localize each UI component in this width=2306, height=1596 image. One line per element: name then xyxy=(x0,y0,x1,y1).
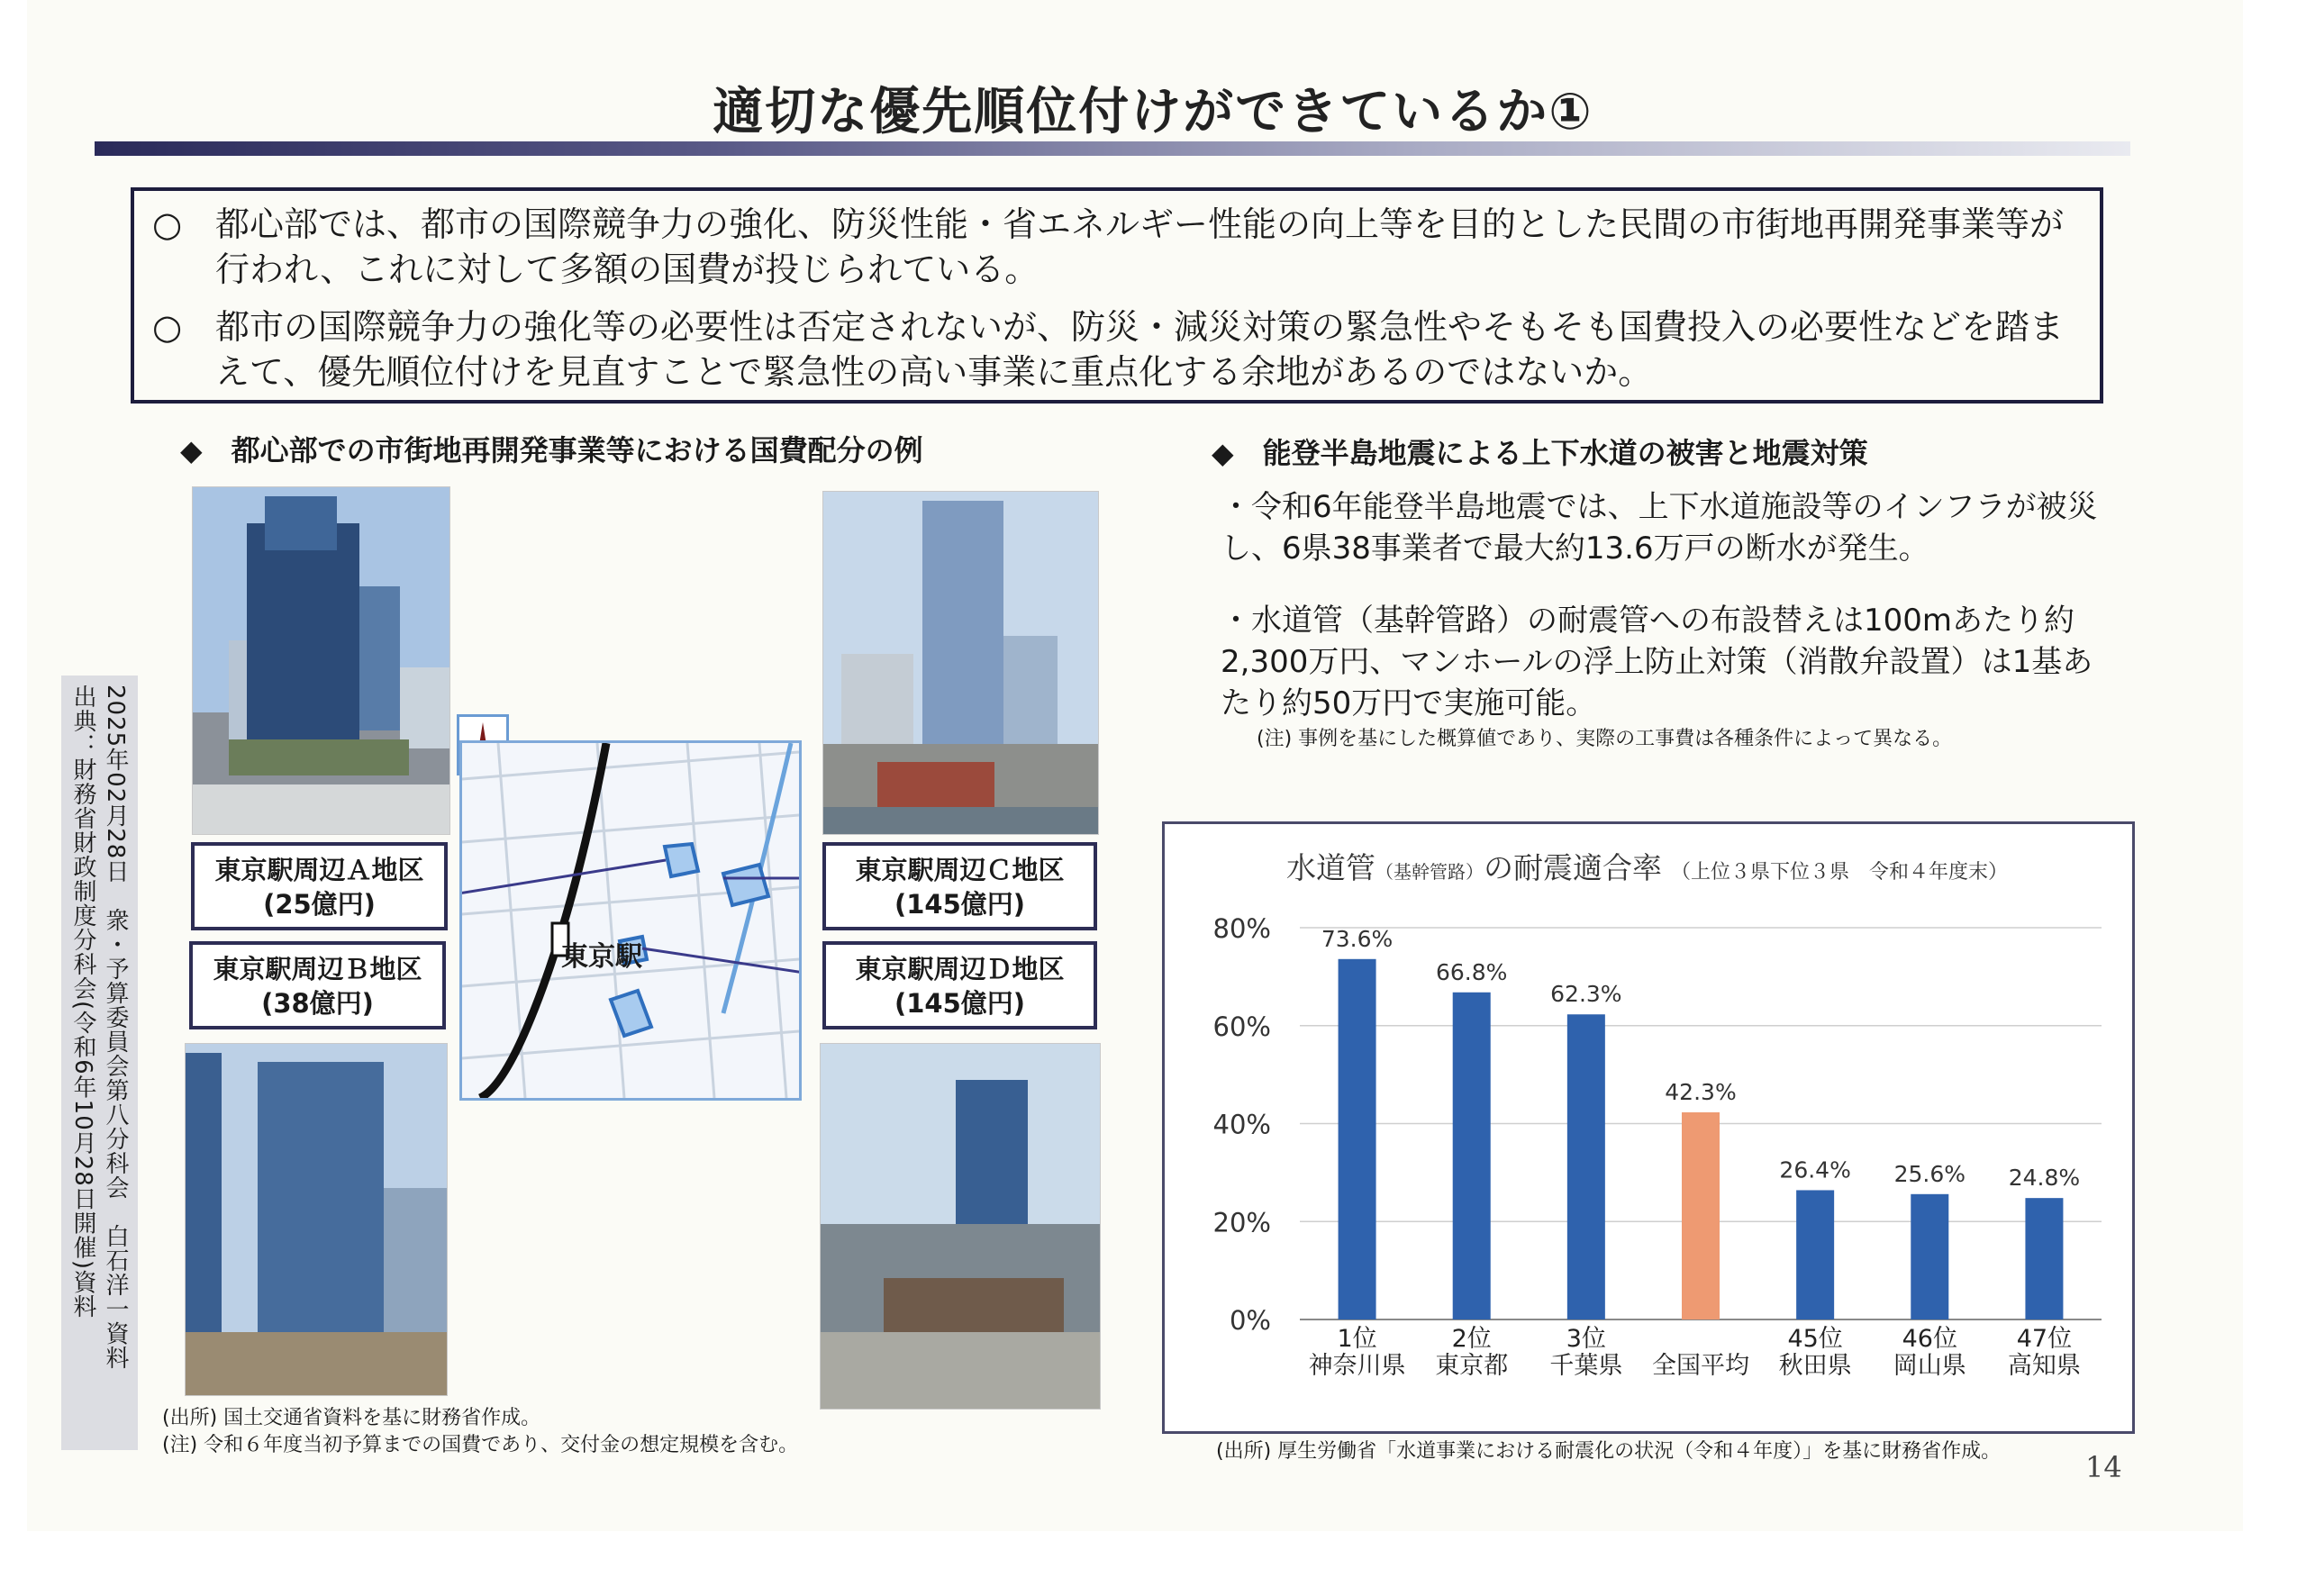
y-tick-label: 60% xyxy=(1212,1011,1271,1042)
chart-title: 水道管（基幹管路）の耐震適合率 （上位３県下位３県 令和４年度末） xyxy=(1286,850,2009,885)
summary-bullet xyxy=(152,304,2082,394)
bar xyxy=(1911,1194,1948,1319)
left-section-heading: ◆ 都心部での市街地再開発事業等における国費配分の例 xyxy=(180,433,923,467)
area-name: 東京駅周辺Ｂ地区 xyxy=(213,954,422,984)
summary-box xyxy=(131,187,2103,404)
area-name: 東京駅周辺Ｃ地区 xyxy=(855,855,1065,885)
countermeasure-cost-text: ・水道管（基幹管路）の耐震管への布設替えは100mあたり約2,300万円、マンホールの浮上防止対策（消散弁設置）は1基あたり約50万円で実施可能。 xyxy=(1221,603,2093,721)
station-label: 東京駅 xyxy=(561,941,642,973)
data-label: 24.8% xyxy=(2008,1165,2081,1192)
area-amount: (145億円) xyxy=(894,988,1026,1019)
circle-icon: ○ xyxy=(152,204,183,244)
category-label: 千葉県 xyxy=(1549,1352,1623,1380)
bar xyxy=(1567,1014,1605,1319)
area-d-label xyxy=(822,941,1097,1029)
summary-text: 都市の国際競争力の強化等の必要性は否定されないが、防災・減災対策の緊急性やそもそも国費投入の必要性などを踏まえて、優先順位付けを見直すことで緊急性の高い事業に重点化する余地があるのではないか。 xyxy=(215,307,2065,392)
y-tick-label: 20% xyxy=(1212,1207,1271,1238)
side-note-line: 2025年02月28日 衆・予算委員会第八分科会 白石洋一資料 xyxy=(102,685,129,1371)
data-label: 66.8% xyxy=(1436,958,1508,985)
right-section-heading: ◆ 能登半島地震による上下水道の被害と地震対策 xyxy=(1212,436,1868,470)
rank-label: 1位 xyxy=(1337,1325,1377,1353)
area-name: 東京駅周辺Ａ地区 xyxy=(214,855,424,885)
side-source-note xyxy=(61,676,138,1450)
category-label: 秋田県 xyxy=(1778,1352,1852,1380)
category-label: 全国平均 xyxy=(1652,1352,1749,1380)
rank-label: 3位 xyxy=(1566,1325,1606,1353)
station-area-map xyxy=(459,740,802,1101)
rank-label: 47位 xyxy=(2016,1325,2073,1353)
area-a-label xyxy=(191,842,448,930)
data-label: 73.6% xyxy=(1321,925,1394,952)
y-tick-label: 80% xyxy=(1212,913,1271,944)
category-label: 高知県 xyxy=(2007,1352,2081,1380)
estimate-note: (注) 事例を基にした概算値であり、実際の工事費は各種条件によって異なる。 xyxy=(1257,728,1953,750)
y-tick-label: 40% xyxy=(1212,1109,1271,1140)
summary-text: 都心部では、都市の国際競争力の強化、防災性能・省エネルギー性能の向上等を目的とした民間の市街地再開発事業等が行われ、これに対して多額の国費が投じられている。 xyxy=(215,204,2065,289)
data-label: 62.3% xyxy=(1550,981,1622,1008)
rank-label: 2位 xyxy=(1451,1325,1492,1353)
building-c-photo xyxy=(822,491,1099,835)
rank-label: 45位 xyxy=(1787,1325,1843,1353)
left-source: (出所) 国土交通省資料を基に財務省作成。 xyxy=(162,1407,541,1429)
data-label: 25.6% xyxy=(1893,1160,1966,1187)
page-number: 14 xyxy=(2085,1450,2122,1484)
right-source: (出所) 厚生労働省「水道事業における耐震化の状況（令和４年度）」を基に財務省作成。 xyxy=(1216,1440,2002,1463)
y-tick-label: 0% xyxy=(1229,1305,1271,1336)
area-amount: (145億円) xyxy=(894,889,1026,920)
area-amount: (25億円) xyxy=(263,889,376,920)
earthquake-damage-text: ・令和6年能登半島地震では、上下水道施設等のインフラが被災し、6県38事業者で最大約13.6万戸の断水が発生。 xyxy=(1221,489,2098,567)
building-a-photo xyxy=(192,486,450,835)
page-title: 適切な優先順位付けができているか① xyxy=(713,83,1593,141)
area-name: 東京駅周辺Ｄ地区 xyxy=(855,954,1065,984)
category-label: 東京都 xyxy=(1435,1352,1509,1380)
bar xyxy=(1682,1112,1720,1319)
area-c-label xyxy=(822,842,1097,930)
data-label: 42.3% xyxy=(1665,1078,1737,1105)
rank-label: 46位 xyxy=(1902,1325,1957,1353)
bar xyxy=(1339,959,1376,1319)
title-underline xyxy=(95,141,2130,156)
category-label: 神奈川県 xyxy=(1308,1352,1406,1380)
summary-bullet xyxy=(152,202,2082,292)
building-d-photo xyxy=(820,1043,1101,1410)
area-amount: (38億円) xyxy=(261,988,374,1019)
area-b-label xyxy=(189,941,446,1029)
bar xyxy=(1453,993,1491,1319)
bar xyxy=(1796,1190,1834,1319)
data-label: 26.4% xyxy=(1779,1156,1851,1183)
bar xyxy=(2025,1198,2063,1319)
water-pipe-chart xyxy=(1162,821,2135,1434)
building-b-photo xyxy=(185,1043,448,1396)
category-label: 岡山県 xyxy=(1893,1352,1966,1380)
left-note: (注) 令和６年度当初予算までの国費であり、交付金の想定規模を含む。 xyxy=(162,1434,799,1456)
circle-icon: ○ xyxy=(152,307,183,347)
side-note-line: 出典：財務省財政制度分科会(令和6年10月28日開催)資料 xyxy=(69,685,96,1319)
